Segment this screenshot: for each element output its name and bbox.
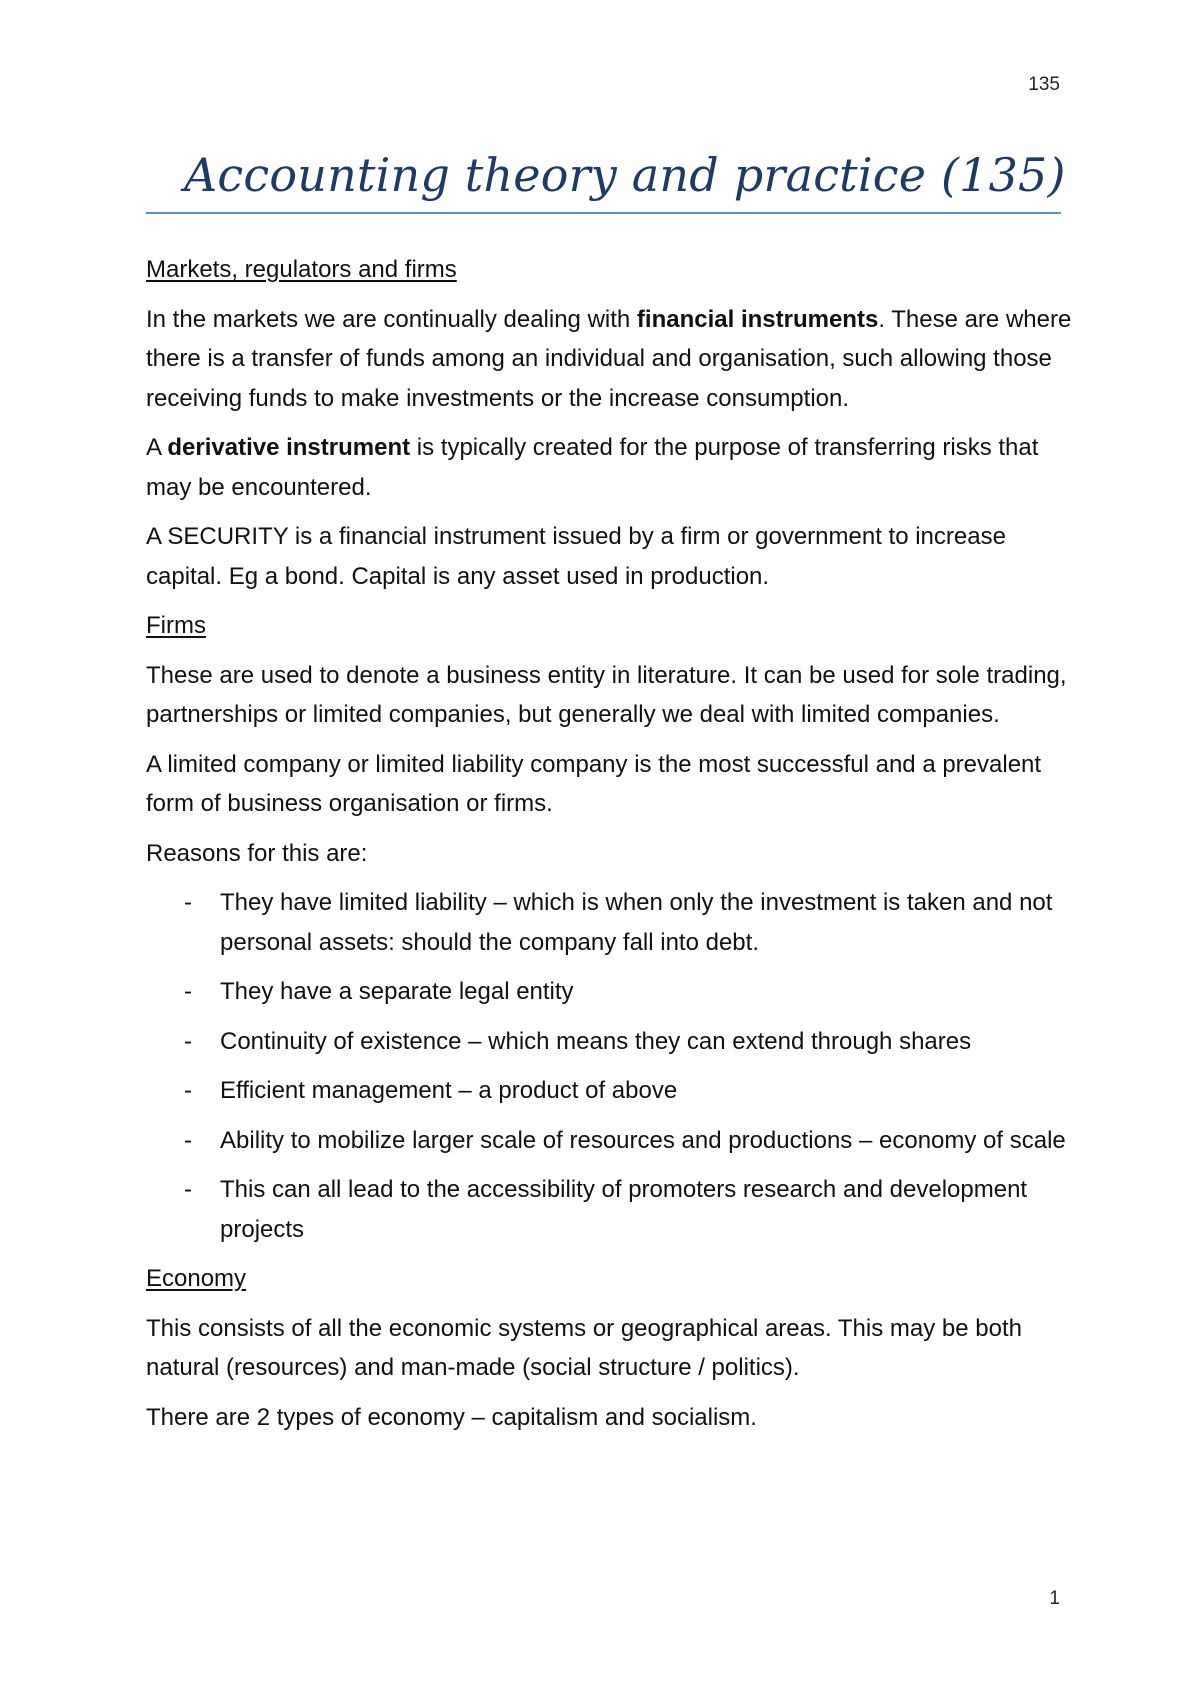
document-title: Accounting theory and practice (135): [184, 148, 1066, 202]
paragraph-reasons-intro: Reasons for this are:: [146, 839, 368, 867]
footer-page-number: 1: [1049, 1588, 1060, 1609]
term-financial-instruments: financial instruments: [636, 305, 879, 333]
header-page-reference: 135: [1028, 74, 1060, 95]
paragraph-derivative-instrument: A derivative instrument is typically created for the purpose of transferring risks that may be encountered.: [146, 434, 1039, 501]
paragraph-economy-types: There are 2 types of economy – capitalism and socialism.: [146, 1403, 757, 1431]
section-heading-markets: Markets, regulators and firms: [146, 256, 457, 283]
section-heading-economy: Economy: [146, 1265, 247, 1292]
paragraph-economy-definition: This consists of all the economic systems or geographical areas. This may be both natural (resources) and man-made (social structure / politics).: [146, 1314, 1022, 1381]
term-derivative-instrument: derivative instrument: [167, 434, 411, 461]
paragraph-limited-company: A limited company or limited liability company is the most successful and a prevalent form of business organisation or firms.: [146, 750, 1042, 817]
bullet-marker: -: [184, 1077, 192, 1104]
list-item: - Efficient management – a product of above: [146, 1071, 1076, 1111]
paragraph-firms-definition: These are used to denote a business entity in literature. It can be used for sole trading, partnerships or limited companies, but generally we deal with limited companies.: [146, 661, 1067, 728]
reasons-list: [146, 883, 1076, 1249]
document-body: [146, 250, 1076, 1447]
paragraph-financial-instruments: In the markets we are continually dealing with financial instruments. These are where there is a transfer of funds among an individual and organisation, such allowing those receiving funds to make investments or the increase consumption.: [146, 305, 1072, 412]
paragraph-security: A SECURITY is a financial instrument issued by a firm or government to increase capital. Eg a bond. Capital is any asset used in production.: [146, 523, 1006, 590]
list-item: - They have limited liability – which is when only the investment is taken and not personal assets: should the company fall into debt.: [146, 883, 1076, 962]
bullet-marker: -: [184, 1126, 192, 1154]
bullet-marker: -: [184, 978, 192, 1005]
list-item: - This can all lead to the accessibility of promoters research and development projects: [146, 1170, 1076, 1249]
section-heading-firms: Firms: [146, 612, 206, 639]
title-block: [146, 148, 1066, 214]
bullet-marker: -: [184, 1027, 192, 1055]
list-item: - Continuity of existence – which means they can extend through shares: [146, 1022, 1076, 1062]
list-item: - They have a separate legal entity: [146, 972, 1076, 1012]
bullet-marker: -: [184, 1176, 192, 1203]
bullet-marker: -: [184, 889, 192, 916]
list-item: - Ability to mobilize larger scale of resources and productions – economy of scale: [146, 1121, 1076, 1161]
